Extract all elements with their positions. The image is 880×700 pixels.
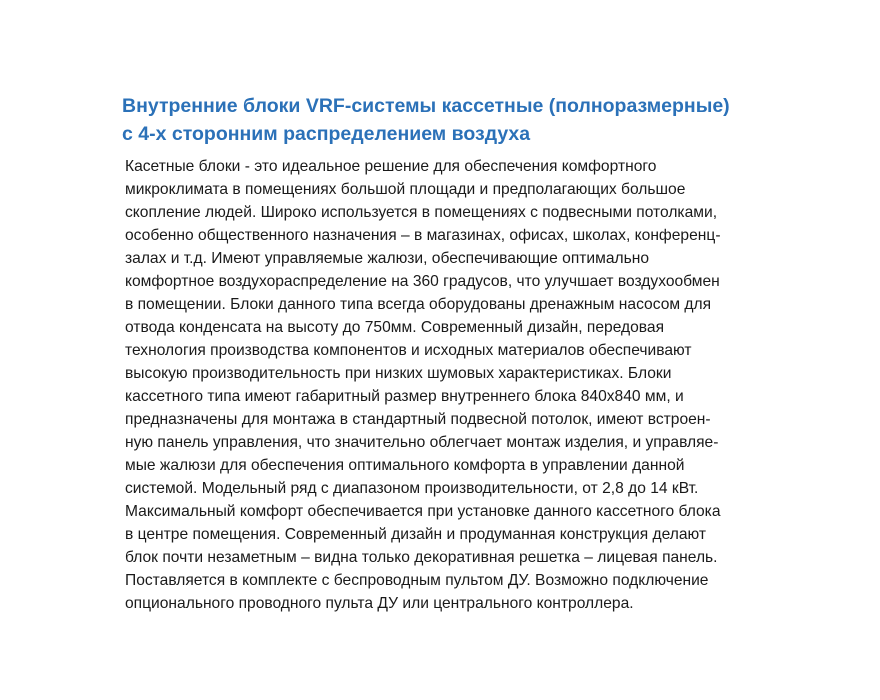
body-line: в центре помещения. Современный дизайн и продуманная конструкция делают bbox=[125, 526, 707, 543]
document-title bbox=[122, 92, 822, 148]
body-line: комфортное воздухораспределение на 360 градусов, что улучшает воздухообмен bbox=[125, 273, 720, 290]
body-line: мые жалюзи для обеспечения оптимального комфорта в управлении данной bbox=[125, 457, 685, 474]
body-line: ную панель управления, что значительно облегчает монтаж изделия, и управляе- bbox=[125, 434, 719, 451]
title-line-1: Внутренние блоки VRF-системы кассетные (полноразмерные) bbox=[122, 95, 730, 117]
body-line: в помещении. Блоки данного типа всегда оборудованы дренажным насосом для bbox=[125, 296, 712, 313]
title-line-2: с 4-х сторонним распределением воздуха bbox=[122, 123, 531, 145]
body-line: кассетного типа имеют габаритный размер внутреннего блока 840x840 мм, и bbox=[125, 388, 684, 405]
body-line: Касетные блоки - это идеальное решение для обеспечения комфортного bbox=[125, 158, 657, 175]
body-line: микроклимата в помещениях большой площади и предполагающих большое bbox=[125, 181, 686, 198]
body-line: предназначены для монтажа в стандартный подвесной потолок, имеют встроен- bbox=[125, 411, 711, 428]
body-line: скопление людей. Широко используется в помещениях с подвесными потолками, bbox=[125, 204, 718, 221]
body-line: высокую производительность при низких шумовых характеристиках. Блоки bbox=[125, 365, 672, 382]
body-line: отвода конденсата на высоту до 750мм. Современный дизайн, передовая bbox=[125, 319, 665, 336]
body-line: блок почти незаметным – видна только декоративная решетка – лицевая панель. bbox=[125, 549, 718, 566]
body-line: системой. Модельный ряд с диапазоном производительности, от 2,8 до 14 кВт. bbox=[125, 480, 699, 497]
body-line: залах и т.д. Имеют управляемые жалюзи, обеспечивающие оптимально bbox=[125, 250, 650, 267]
body-line: опционального проводного пульта ДУ или центрального контроллера. bbox=[125, 595, 634, 612]
body-paragraph bbox=[125, 155, 825, 615]
body-line: особенно общественного назначения – в магазинах, офисах, школах, конференц- bbox=[125, 227, 721, 244]
body-line: Поставляется в комплекте с беспроводным пультом ДУ. Возможно подключение bbox=[125, 572, 709, 589]
body-line: Максимальный комфорт обеспечивается при установке данного кассетного блока bbox=[125, 503, 721, 520]
body-line: технология производства компонентов и исходных материалов обеспечивают bbox=[125, 342, 692, 359]
